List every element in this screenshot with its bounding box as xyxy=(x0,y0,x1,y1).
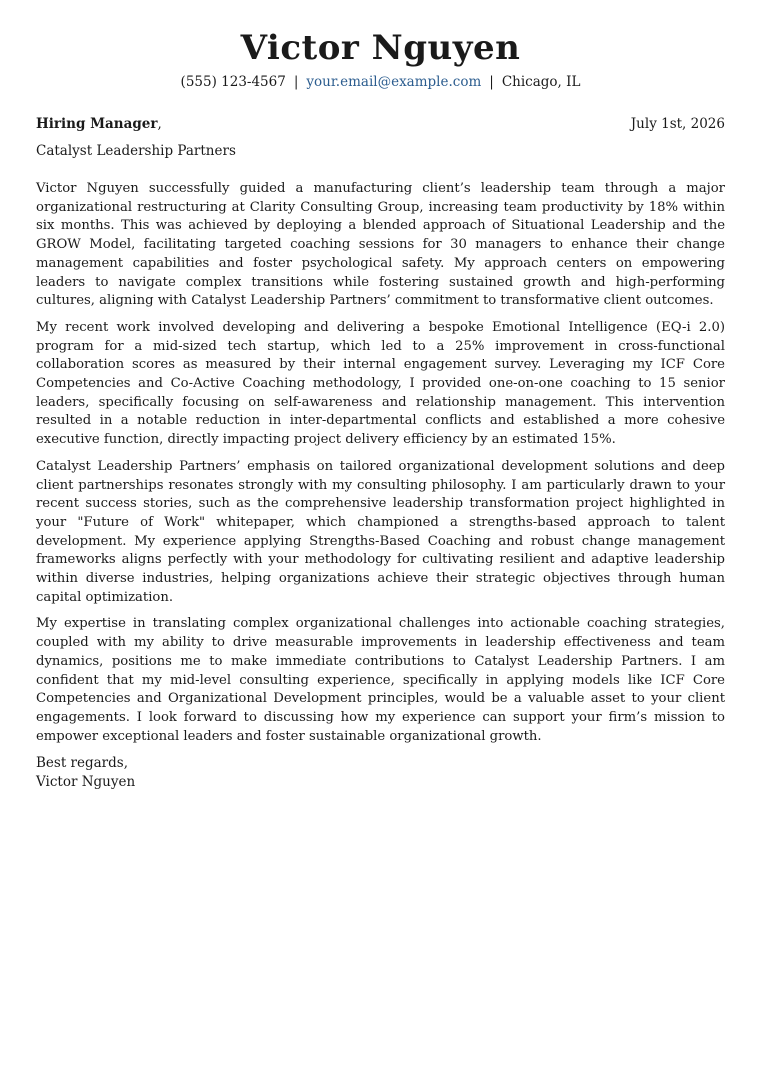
closing-salutation: Best regards, xyxy=(36,755,129,772)
cover-letter-page xyxy=(36,26,725,792)
phone-number: (555) 123-4567 xyxy=(180,74,286,90)
body-paragraph: My recent work involved developing and delivering a bespoke Emotional Intelligence (EQ-i 2.0) program for a mid-sized tech startup, which led to a 25% improvement in cross-functional collaboration scores as measured by their internal engagement survey. Leveraging my ICF Core Competencies and Co-Active Coaching methodology, I provided one-on-one coaching to 15 senior leaders, specifically focusing on self-awareness and relationship management. This intervention resulted in a notable reduction in inter-departmental conflicts and established a more cohesive executive function, directly impacting project delivery efficiency by an estimated 15%. xyxy=(36,319,725,448)
recipient-line xyxy=(36,115,162,133)
letter-date: July 1st, 2026 xyxy=(630,116,725,132)
applicant-name: Victor Nguyen xyxy=(240,28,521,68)
location: Chicago, IL xyxy=(501,74,581,90)
separator: | xyxy=(489,74,494,90)
recipient-company: Catalyst Leadership Partners xyxy=(36,143,236,159)
recipient-date-row xyxy=(36,115,725,133)
letter-body xyxy=(36,180,725,746)
recipient-name: Hiring Manager xyxy=(36,116,158,132)
recipient-name-comma: , xyxy=(157,116,162,132)
body-paragraph: Victor Nguyen successfully guided a manufacturing client’s leadership team through a major organizational restructuring at Clarity Consulting Group, increasing team productivity by 18% within six months. This was achieved by deploying a blended approach of Situational Leadership and the GROW Model, facilitating targeted coaching sessions for 30 managers to enhance their change management capabilities and foster psychological safety. My approach centers on empowering leaders to navigate complex transitions while fostering sustained growth and high-performing cultures, aligning with Catalyst Leadership Partners’ commitment to transformative client outcomes. xyxy=(36,181,725,309)
closing-block xyxy=(36,754,725,791)
closing-signature: Victor Nguyen xyxy=(36,774,136,791)
separator: | xyxy=(293,74,299,90)
body-paragraph: My expertise in translating complex organizational challenges into actionable coaching strategies, coupled with my ability to drive measurable improvements in leadership effectiveness and team dynamics, positions me to make immediate contributions to Catalyst Leadership Partners. I am confident that my mid-level consulting experience, specifically in applying models like ICF Core Competencies and Organizational Development principles, would be a valuable asset to your client engagements. I look forward to discussing how my experience can support your firm’s mission to empower exceptional leaders and foster sustainable organizational growth. xyxy=(36,616,725,744)
body-paragraph: Catalyst Leadership Partners’ emphasis on tailored organizational development solutions and deep client partnerships resonates strongly with my consulting philosophy. I am particularly drawn to your recent success stories, such as the comprehensive leadership transformation project highlighted in your "Future of Work" whitepaper, which championed a strengths-based approach to talent development. My experience applying Strengths-Based Coaching and robust change management frameworks aligns perfectly with your methodology for cultivating resilient and adaptive leadership within diverse industries, helping organizations achieve their strategic objectives through human capital optimization. xyxy=(36,458,725,605)
email-link[interactable]: your.email@example.com xyxy=(306,74,482,90)
contact-line xyxy=(36,73,725,91)
